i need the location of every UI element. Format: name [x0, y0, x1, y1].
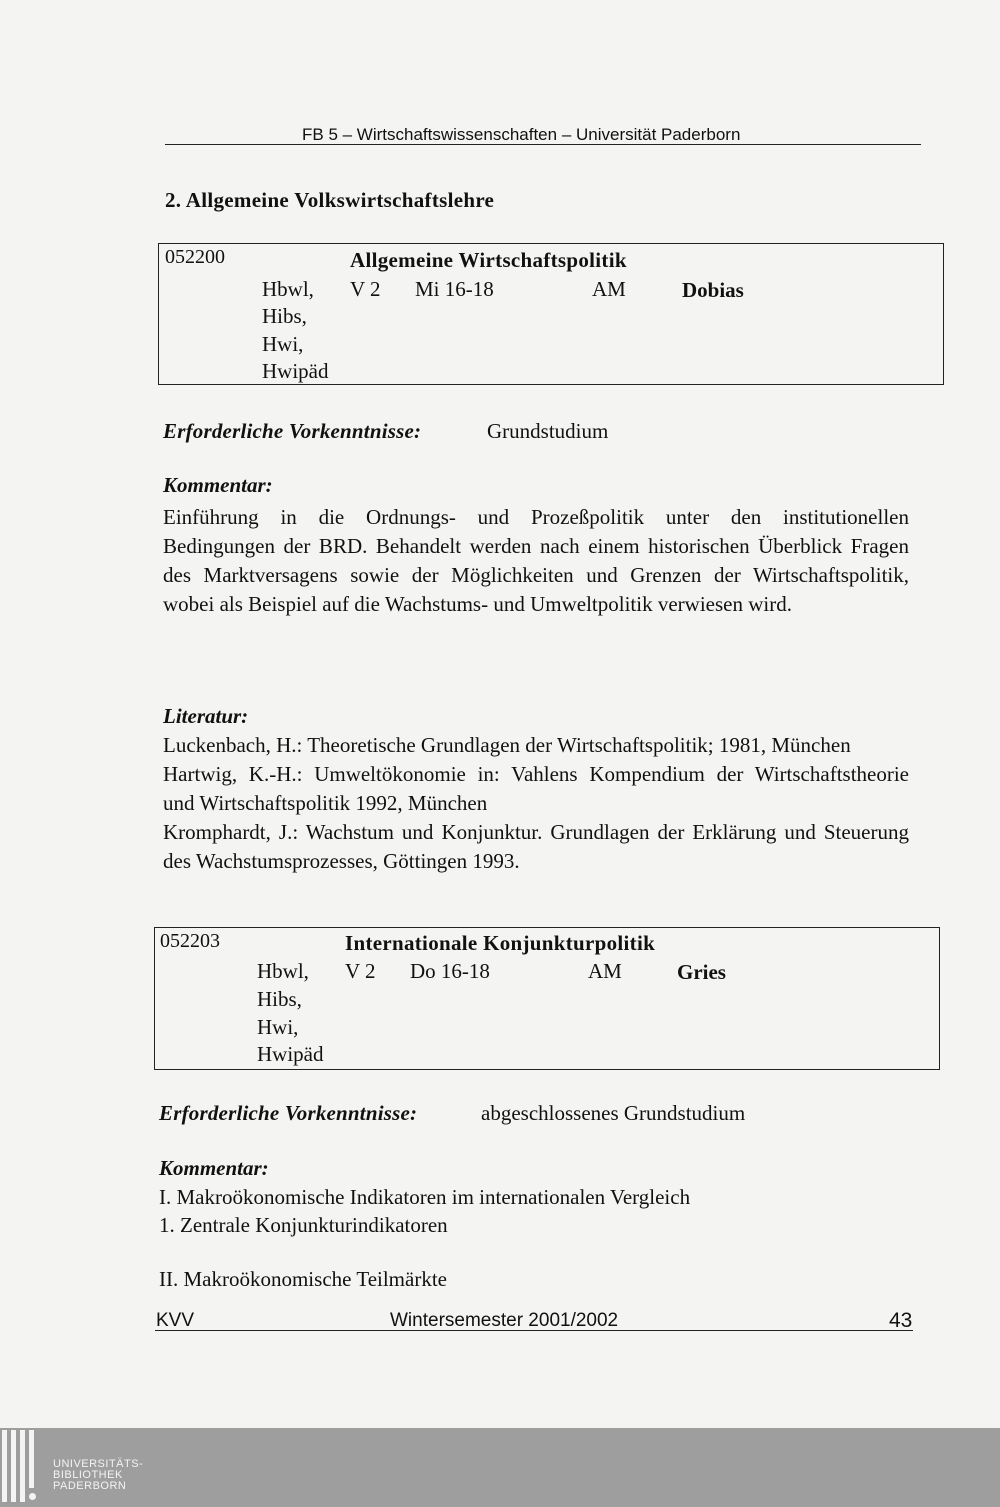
course-title: Internationale Konjunkturpolitik [345, 931, 656, 955]
library-logo-line: PADERBORN [53, 1480, 127, 1492]
literature-list [163, 731, 909, 876]
footer-semester: Wintersemester 2001/2002 [390, 1310, 619, 1331]
page-header: FB 5 – Wirtschaftswissenschaften – Universität Paderborn [302, 125, 741, 144]
comment-label: Kommentar: [163, 473, 273, 497]
course-program: Hwi, [262, 332, 304, 356]
course-type: V 2 [350, 277, 381, 301]
comment-line: wobei als Beispiel auf die Wachstums- und Umweltpolitik verwiesen wird. [163, 592, 792, 616]
course-type: V 2 [345, 959, 376, 983]
course-lecturer: Gries [677, 960, 726, 984]
course-program: Hwipäd [257, 1042, 324, 1066]
library-logo-icon [2, 1430, 47, 1502]
comment-line: I. Makroökonomische Indikatoren im internationalen Vergleich [159, 1185, 691, 1209]
course-program: Hwipäd [262, 359, 329, 383]
section-title: 2. Allgemeine Volkswirtschaftslehre [165, 188, 495, 212]
prereq-value: Grundstudium [487, 419, 609, 443]
literature-entry: Kromphardt, J.: Wachstum und Konjunktur. Grundlagen der Erklärung und Steuerung [163, 820, 909, 844]
course-title: Allgemeine Wirtschaftspolitik [350, 248, 627, 272]
library-logo-text [53, 1459, 143, 1492]
prereq-value: abgeschlossenes Grundstudium [481, 1101, 746, 1125]
library-scan-bar [0, 1428, 1000, 1507]
comment-line: 1. Zentrale Konjunkturindikatoren [159, 1213, 448, 1237]
footer-page-number: 43 [889, 1309, 913, 1332]
course-program: Hibs, [262, 304, 307, 328]
library-logo-line: UNIVERSITÄTS- [53, 1458, 144, 1470]
course-time: Do 16-18 [410, 959, 490, 983]
prereq-label: Erforderliche Vorkenntnisse: [163, 419, 422, 443]
course-number: 052200 [165, 246, 225, 268]
literature-entry: des Wachstumsprozesses, Göttingen 1993. [163, 849, 520, 873]
course-program: Hibs, [257, 987, 302, 1011]
comment-line: Einführung in die Ordnungs- und Prozeßpolitik unter den institutionellen [163, 505, 909, 529]
course-program: Hbwl, [262, 277, 314, 301]
literature-label: Literatur: [163, 704, 249, 728]
course-room: AM [588, 959, 622, 983]
literature-entry: Luckenbach, H.: Theoretische Grundlagen der Wirtschaftspolitik; 1981, München [163, 733, 851, 757]
prereq-label: Erforderliche Vorkenntnisse: [159, 1101, 418, 1125]
comment-label: Kommentar: [159, 1156, 269, 1180]
literature-entry: Hartwig, K.-H.: Umweltökonomie in: Vahlens Kompendium der Wirtschaftstheorie [163, 762, 909, 786]
comment-line: des Marktversagens sowie der Möglichkeiten und Grenzen der Wirtschaftspolitik, [163, 563, 909, 587]
course-program: Hbwl, [257, 959, 309, 983]
course-room: AM [592, 277, 626, 301]
course-number: 052203 [160, 930, 220, 952]
course-lecturer: Dobias [682, 278, 744, 302]
comment-text [163, 503, 909, 619]
course-program: Hwi, [257, 1015, 299, 1039]
literature-entry: und Wirtschaftspolitik 1992, München [163, 791, 488, 815]
footer-left: KVV [156, 1310, 195, 1331]
library-logo-line: BIBLIOTHEK [53, 1469, 123, 1481]
course-time: Mi 16-18 [415, 277, 494, 301]
comment-line: II. Makroökonomische Teilmärkte [159, 1267, 447, 1291]
comment-line: Bedingungen der BRD. Behandelt werden nach einem historischen Überblick Fragen [163, 534, 909, 558]
